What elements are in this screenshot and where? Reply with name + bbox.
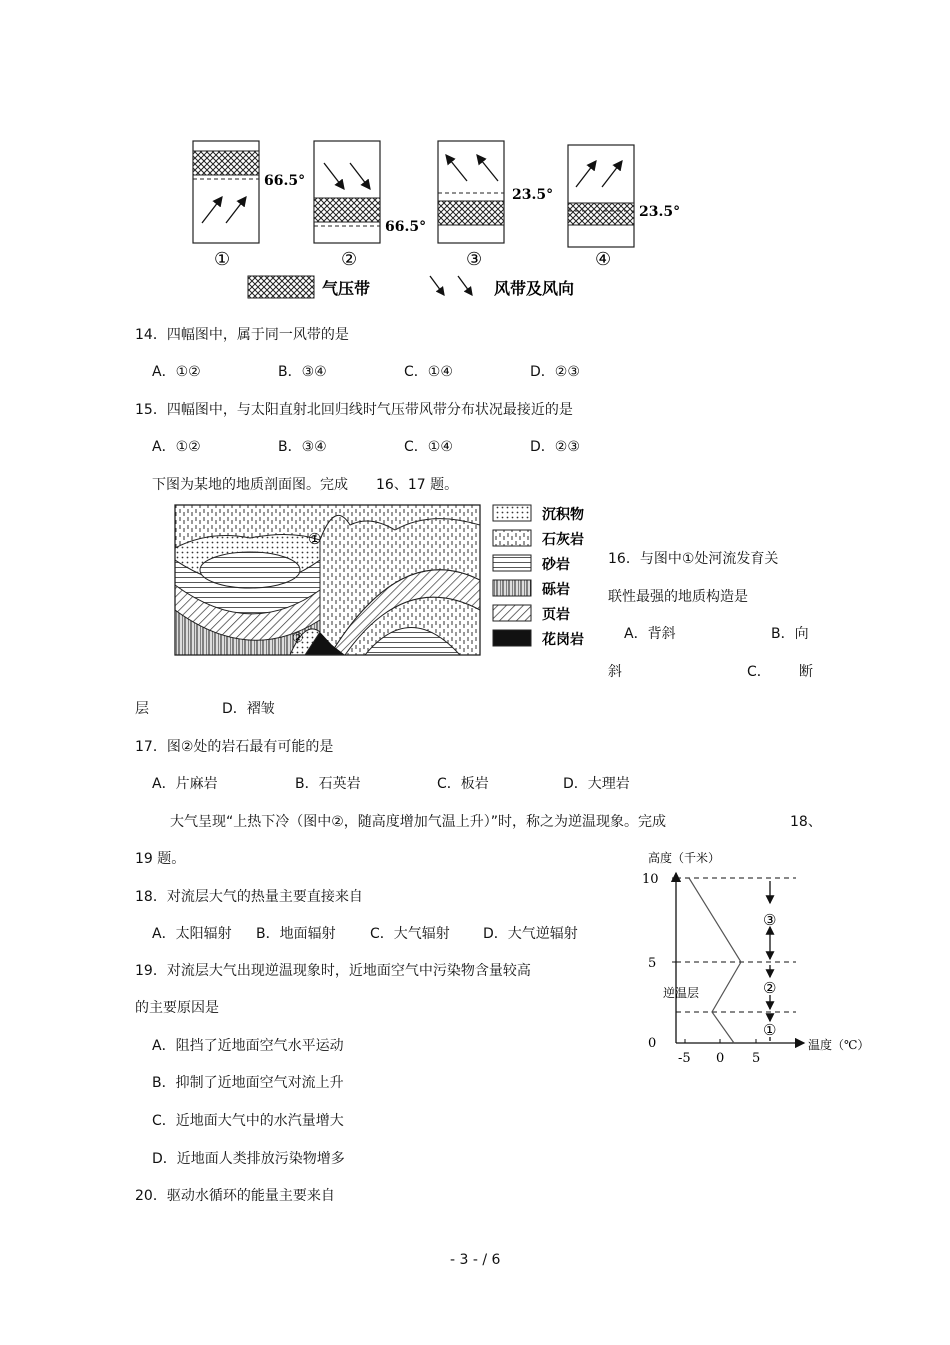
q16-option-c: C． [747,664,771,680]
lat-label-2: 66.5° [385,219,427,235]
geo-legend [493,505,584,648]
q19-stem-line2: 的主要原因是 [135,1000,219,1016]
legend-pressure-label: 气压带 [322,279,371,298]
q16-option-b-tail: 斜 [608,664,622,680]
panel-label-1: ① [214,249,231,270]
pressure-wind-belt-figure [180,125,700,305]
q16-stem-line2: 联性最强的地质构造是 [608,589,748,605]
q16-option-c-tail: 层 [135,701,149,717]
intro-18-19-line2: 19 题。 [135,851,186,867]
q19-option-d: D．近地面人类排放污染物增多 [152,1151,345,1167]
legend-wind-label: 风带及风向 [494,279,575,298]
q15-option-a: A．①② [152,439,201,455]
q16-option-c-text: 断 [799,664,813,680]
q18-option-c: C．大气辐射 [370,926,450,942]
q18-option-d: D．大气逆辐射 [483,926,578,942]
x-tick: -5 [678,1051,691,1066]
q16-option-d: D．褶皱 [222,701,275,717]
lat-label-4: 23.5° [639,204,681,220]
geo-legend-label: 页岩 [542,607,570,623]
panel-1 [193,141,259,243]
x-axis-label: 温度（℃） [808,1038,870,1052]
intro-18-19-line1-end: 18、 [790,814,822,830]
q17-option-b: B．石英岩 [295,776,361,792]
panel-4 [568,145,634,247]
q15-option-d: D．②③ [530,439,580,455]
q14-stem: 14．四幅图中，属于同一风带的是 [135,327,349,343]
zone-label-2: ② [763,979,777,997]
intro-16-17: 下图为某地的地质剖面图。完成 16、17 题。 [152,477,459,493]
panel-3 [438,141,504,243]
y-tick: 5 [648,956,657,971]
y-tick: 0 [648,1036,657,1051]
q18-option-a: A．太阳辐射 [152,926,232,942]
lat-label-3: 23.5° [512,187,554,203]
geo-legend-label: 砾岩 [542,582,570,598]
q18-stem: 18．对流层大气的热量主要直接来自 [135,889,363,905]
zone-label-3: ③ [763,911,777,929]
q15-stem: 15．四幅图中，与太阳直射北回归线时气压带风带分布状况最接近的是 [135,402,573,418]
q17-option-c: C．板岩 [437,776,489,792]
q18-option-b: B．地面辐射 [256,926,336,942]
q19-option-c: C．近地面大气中的水汽量增大 [152,1113,344,1129]
y-tick: 10 [642,872,659,887]
geo-legend-label: 石灰岩 [542,532,584,548]
q16-stem-line1: 16．与图中①处河流发育关 [608,551,779,567]
y-axis-label: 高度（千米） [648,851,721,865]
inversion-chart [630,845,875,1070]
q16-option-b: B．向 [771,626,809,642]
page-number: - 3 - / 6 [450,1252,501,1268]
q14-option-d: D．②③ [530,364,580,380]
q15-option-c: C．①④ [404,439,453,455]
geologic-profile-figure [170,500,600,660]
panel-label-3: ③ [466,249,483,270]
geo-legend-label: 沉积物 [542,507,584,523]
geo-legend-label: 花岗岩 [542,632,584,648]
lat-label-1: 66.5° [264,173,306,189]
legend-arrow-icon [430,276,444,295]
q20-stem: 20．驱动水循环的能量主要来自 [135,1188,335,1204]
q19-option-b: B．抑制了近地面空气对流上升 [152,1075,344,1091]
q15-option-b: B．③④ [278,439,327,455]
panel-label-2: ② [341,249,358,270]
x-tick: 5 [752,1051,761,1066]
geo-marker-2: ② [292,631,304,646]
q17-stem: 17．图②处的岩石最有可能的是 [135,739,334,755]
temperature-profile-line [689,878,741,1043]
zone-label-1: ① [763,1021,777,1039]
intro-18-19-line1: 大气呈现“上热下冷（图中②，随高度增加气温上升）”时，称之为逆温现象。完成 [170,814,667,830]
panel-2 [314,141,380,243]
legend-arrow-icon [458,276,472,295]
inversion-layer-label: 逆温层 [663,986,700,1000]
q16-option-a: A．背斜 [624,626,676,642]
q19-stem-line1: 19．对流层大气出现逆温现象时，近地面空气中污染物含量较高 [135,963,531,979]
q14-option-a: A．①② [152,364,201,380]
x-tick: 0 [716,1051,725,1066]
q17-option-a: A．片麻岩 [152,776,218,792]
q14-option-c: C．①④ [404,364,453,380]
panel-label-4: ④ [595,249,612,270]
geo-legend-label: 砂岩 [542,557,570,573]
q19-option-a: A．阻挡了近地面空气水平运动 [152,1038,344,1054]
q17-option-d: D．大理岩 [563,776,630,792]
legend-pressure-swatch [248,276,314,298]
q14-option-b: B．③④ [278,364,327,380]
geo-marker-1: ① [308,530,322,548]
